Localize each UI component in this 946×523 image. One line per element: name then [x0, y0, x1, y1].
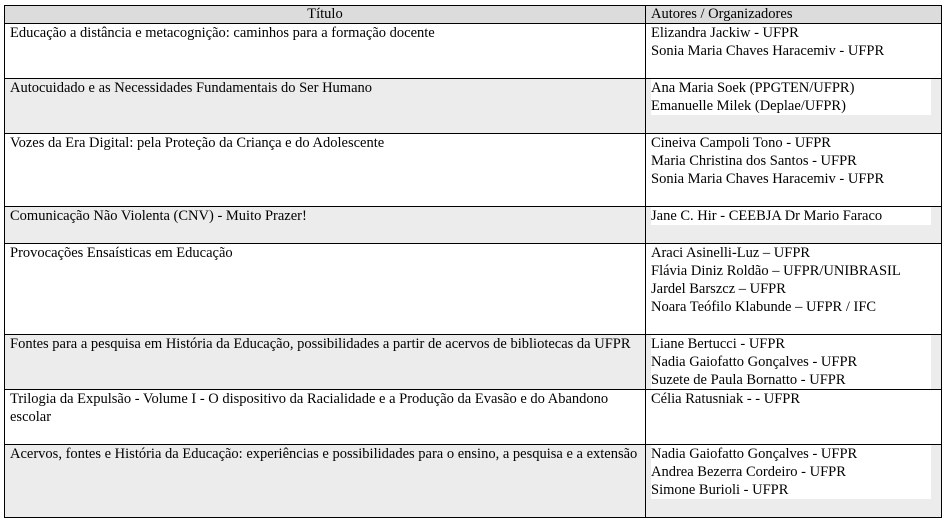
- row-title: Provocações Ensaísticas em Educação: [5, 244, 646, 335]
- author-name: Sonia Maria Chaves Haracemiv - UFPR: [651, 170, 931, 188]
- row-title: Acervos, fontes e História da Educação: experiências e possibilidades para o ensino, a pesquisa e a extensão: [5, 445, 646, 518]
- row-authors: [646, 445, 942, 518]
- table-row: [5, 445, 942, 518]
- row-authors: [646, 134, 942, 207]
- publications-table: [4, 5, 942, 518]
- table-row: [5, 207, 942, 244]
- authors-column-header: Autores / Organizadores: [646, 6, 942, 24]
- row-title: Educação a distância e metacognição: caminhos para a formação docente: [5, 24, 646, 79]
- title-column-header: Título: [5, 6, 646, 24]
- row-authors: [646, 79, 942, 134]
- author-name: Andrea Bezerra Cordeiro - UFPR: [651, 463, 931, 481]
- author-name: Noara Teófilo Klabunde – UFPR / IFC: [651, 298, 931, 316]
- table-row: [5, 79, 942, 134]
- row-authors: [646, 244, 942, 335]
- row-title: Vozes da Era Digital: pela Proteção da Criança e do Adolescente: [5, 134, 646, 207]
- row-title: Trilogia da Expulsão - Volume I - O dispositivo da Racialidade e a Produção da Evasão e do Abandono escolar: [5, 390, 646, 445]
- author-name: Suzete de Paula Bornatto - UFPR: [651, 371, 931, 389]
- row-title: Fontes para a pesquisa em História da Educação, possibilidades a partir de acervos de bibliotecas da UFPR: [5, 335, 646, 390]
- author-name: Célia Ratusniak - - UFPR: [651, 390, 931, 408]
- author-name: Emanuelle Milek (Deplae/UFPR): [651, 97, 931, 115]
- row-title: Comunicação Não Violenta (CNV) - Muito Prazer!: [5, 207, 646, 244]
- row-authors: [646, 335, 942, 390]
- author-name: Elizandra Jackiw - UFPR: [651, 24, 931, 42]
- author-name: Ana Maria Soek (PPGTEN/UFPR): [651, 79, 931, 97]
- author-name: Nadia Gaiofatto Gonçalves - UFPR: [651, 445, 931, 463]
- header-row: [5, 6, 942, 24]
- author-name: Cineiva Campoli Tono - UFPR: [651, 134, 931, 152]
- author-name: Jardel Barszcz – UFPR: [651, 280, 931, 298]
- table-row: [5, 134, 942, 207]
- author-name: Liane Bertucci - UFPR: [651, 335, 931, 353]
- row-title: Autocuidado e as Necessidades Fundamentais do Ser Humano: [5, 79, 646, 134]
- table-row: [5, 24, 942, 79]
- author-name: Flávia Diniz Roldão – UFPR/UNIBRASIL: [651, 262, 931, 280]
- table-row: [5, 335, 942, 390]
- author-name: Araci Asinelli-Luz – UFPR: [651, 244, 931, 262]
- row-authors: [646, 24, 942, 79]
- row-authors: [646, 207, 942, 244]
- row-authors: [646, 390, 942, 445]
- author-name: Jane C. Hir - CEEBJA Dr Mario Faraco: [651, 207, 931, 225]
- author-name: Sonia Maria Chaves Haracemiv - UFPR: [651, 42, 931, 60]
- author-name: Simone Burioli - UFPR: [651, 481, 931, 499]
- table-row: [5, 244, 942, 335]
- author-name: Nadia Gaiofatto Gonçalves - UFPR: [651, 353, 931, 371]
- author-name: Maria Christina dos Santos - UFPR: [651, 152, 931, 170]
- table-row: [5, 390, 942, 445]
